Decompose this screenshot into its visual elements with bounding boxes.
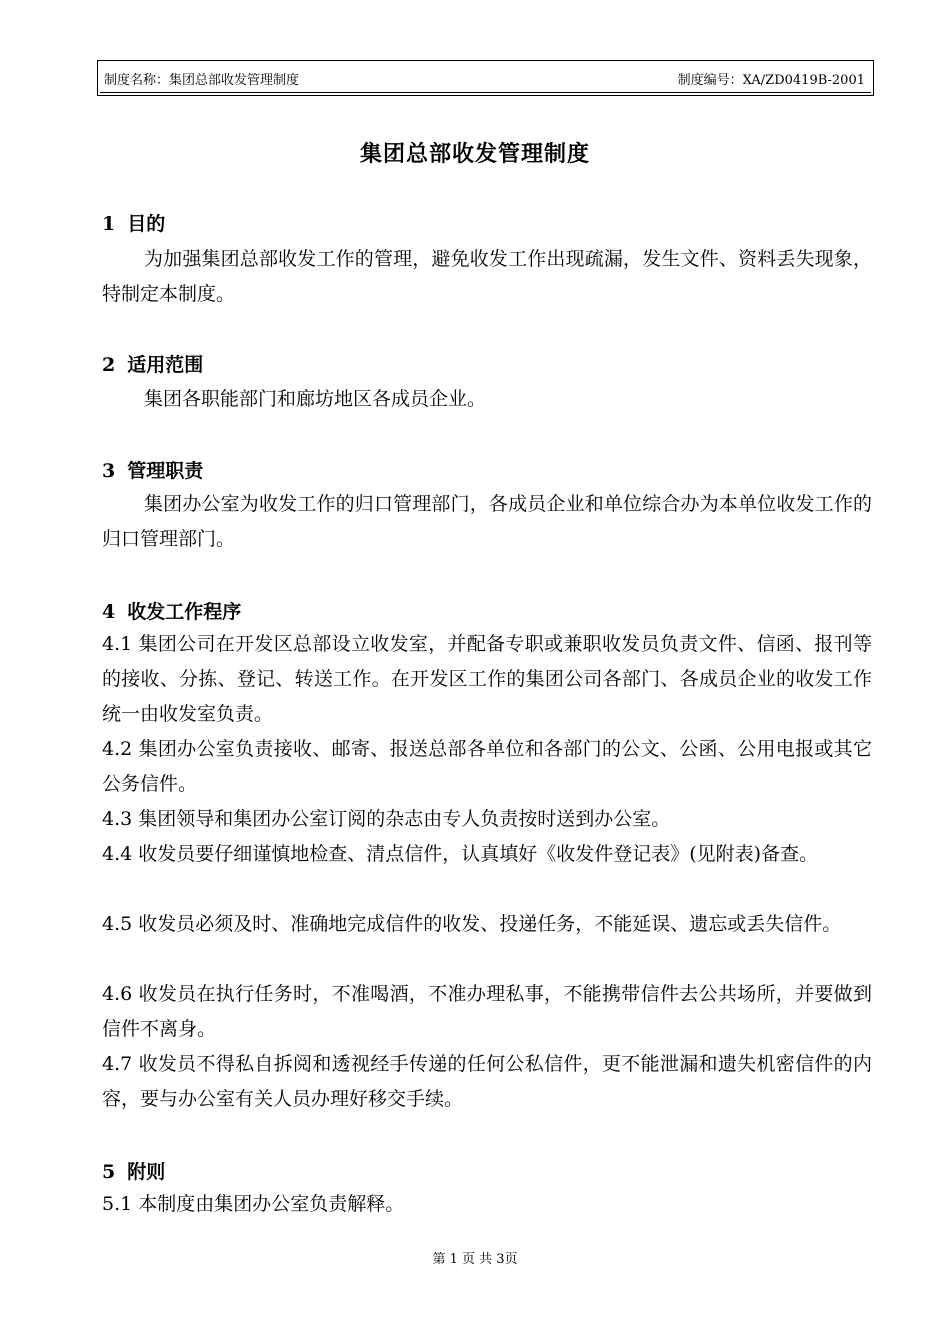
section-4-item: 4.6 收发员在执行任务时，不准喝酒，不准办理私事，不能携带信件去公共场所，并要做到信件不离身。 xyxy=(102,983,872,1040)
section-number: 2 xyxy=(102,354,116,376)
section-title: 适用范围 xyxy=(127,354,204,376)
section-4-item: 4.4 收发员要仔细谨慎地检查、清点信件，认真填好《收发件登记表》(见附表)备查。 xyxy=(102,843,819,865)
section-title: 管理职责 xyxy=(127,460,204,482)
section-4-item: 4.7 收发员不得私自拆阅和透视经手传递的任何公私信件，更不能泄漏和遗失机密信件的内容，要与办公室有关人员办理好移交手续。 xyxy=(102,1053,872,1110)
section-3-heading xyxy=(102,456,203,483)
section-number: 5 xyxy=(102,1161,116,1183)
section-4-heading xyxy=(102,597,241,624)
document-header xyxy=(97,60,874,96)
section-number: 4 xyxy=(102,601,116,623)
section-4-item: 4.2 集团办公室负责接收、邮寄、报送总部各单位和各部门的公文、公函、公用电报或其它公务信件。 xyxy=(102,738,872,795)
section-title: 收发工作程序 xyxy=(127,601,242,623)
section-title: 目的 xyxy=(127,213,166,235)
section-4-item: 4.5 收发员必须及时、准确地完成信件的收发、投递任务，不能延误、遗忘或丢失信件。 xyxy=(102,913,842,935)
section-4-item: 4.3 集团领导和集团办公室订阅的杂志由专人负责按时送到办公室。 xyxy=(102,808,671,830)
header-divider xyxy=(100,92,871,93)
section-number: 3 xyxy=(102,460,116,482)
section-1-heading xyxy=(102,209,165,236)
section-5-item: 5.1 本制度由集团办公室负责解释。 xyxy=(102,1193,405,1215)
section-5-heading xyxy=(102,1157,165,1184)
policy-code: 制度编号：XA/ZD0419B-2001 xyxy=(677,72,865,88)
section-3-body: 集团办公室为收发工作的归口管理部门，各成员企业和单位综合办为本单位收发工作的归口管理部门。 xyxy=(102,493,872,550)
section-4-item: 4.1 集团公司在开发区总部设立收发室，并配备专职或兼职收发员负责文件、信函、报刊等的接收、分拣、登记、转送工作。在开发区工作的集团公司各部门、各成员企业的收发工作统一由收发室负责。 xyxy=(102,633,872,725)
page-title: 集团总部收发管理制度 xyxy=(359,141,590,167)
section-1-body: 为加强集团总部收发工作的管理，避免收发工作出现疏漏，发生文件、资料丢失现象，特制定本制度。 xyxy=(102,248,872,305)
policy-name: 制度名称：集团总部收发管理制度 xyxy=(104,72,300,88)
section-number: 1 xyxy=(102,213,116,235)
section-2-heading xyxy=(102,350,203,377)
page-number: 第 1 页 共 3页 xyxy=(432,1252,518,1267)
section-title: 附则 xyxy=(127,1161,166,1183)
section-2-body: 集团各职能部门和廊坊地区各成员企业。 xyxy=(144,388,487,410)
